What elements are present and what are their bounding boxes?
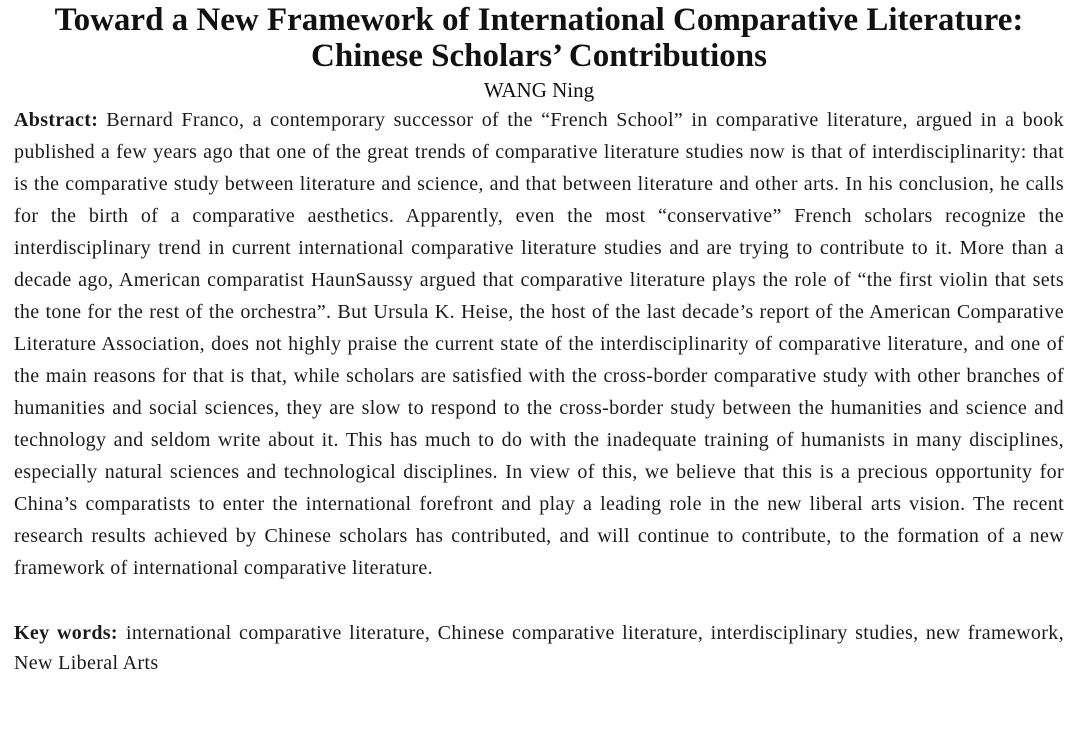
abstract-paragraph: [14, 104, 1064, 584]
keywords-text: international comparative literature, Chinese comparative literature, interdisciplinary studies, new framework, New Liberal Arts: [14, 622, 1064, 674]
paper-title-line-1: Toward a New Framework of International Comparative Literature:: [54, 2, 1024, 38]
paper-title-line-2: Chinese Scholars’ Contributions: [311, 38, 767, 74]
abstract-label: Abstract:: [14, 109, 99, 131]
keywords-paragraph: [14, 618, 1064, 678]
author-name: WANG Ning: [483, 78, 595, 102]
keywords-label: Key words:: [14, 622, 118, 644]
paper-title: [14, 2, 1064, 74]
abstract-text: Bernard Franco, a contemporary successor of the “French School” in comparative literature, argued in a book published a few years ago that one of the great trends of comparative literature studies now is that of interdisciplinarity: that is the comparative study between literature and science, and that between literature and other arts. In his conclusion, he calls for the birth of a comparative aesthetics. Apparently, even the most “conservative” French scholars recognize the interdisciplinary trend in current international comparative literature studies and are trying to contribute to it. More than a decade ago, American comparatist HaunSaussy argued that comparative literature plays the role of “the first violin that sets the tone for the rest of the orchestra”. But Ursula K. Heise, the host of the last decade’s report of the American Comparative Literature Association, does not highly praise the current state of the interdisciplinarity of comparative literature, and one of the main reasons for that is that, while scholars are satisfied with the cross-border comparative study with other branches of humanities and social sciences, they are slow to respond to the cross-border study between the humanities and science and technology and seldom write about it. This has much to do with the inadequate training of humanists in many disciplines, especially natural sciences and technological disciplines. In view of this, we believe that this is a precious opportunity for China’s comparatists to enter the international forefront and play a leading role in the new liberal arts vision. The recent research results achieved by Chinese scholars has contributed, and will continue to contribute, to the formation of a new framework of international comparative literature.: [14, 109, 1064, 579]
